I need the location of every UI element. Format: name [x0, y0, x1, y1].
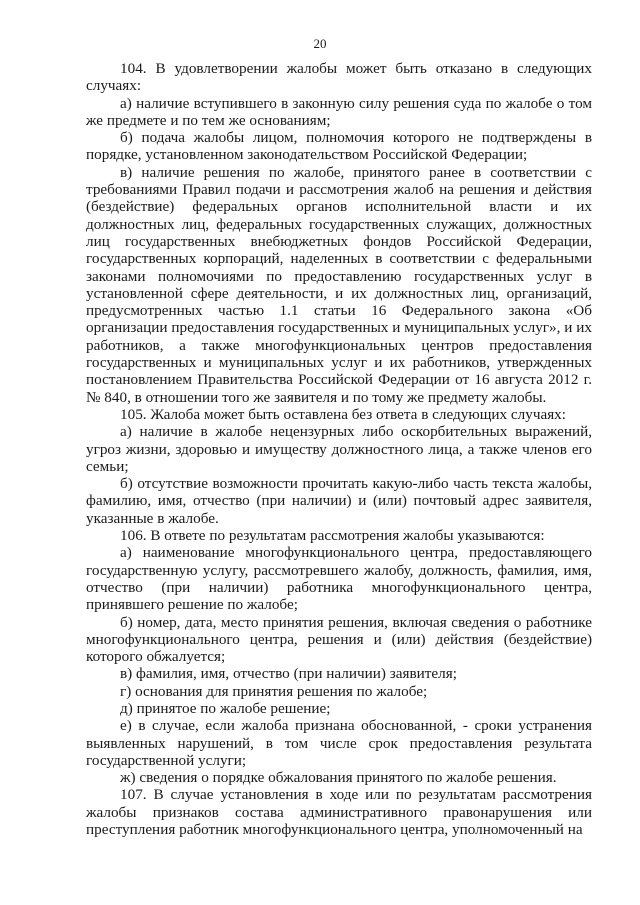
paragraph-105: 105. Жалоба может быть оставлена без ответа в следующих случаях:	[120, 405, 566, 423]
paragraph-104-b: б) подача жалобы лицом, полномочия которого не подтверждены в порядке, установленном законодательством Российской Федерации;	[86, 129, 592, 164]
paragraph-105-a: а) наличие в жалобе нецензурных либо оскорбительных выражений, угроз жизни, здоровью и имуществу должностного лица, а также членов его семьи;	[86, 423, 592, 475]
paragraph-105-b: б) отсутствие возможности прочитать какую-либо часть текста жалобы, фамилию, имя, отчество (при наличии) и (или) почтовый адрес заявителя, указанные в жалобе.	[86, 475, 592, 527]
paragraph-106-b: б) номер, дата, место принятия решения, включая сведения о работнике многофункционального центра, решения и (или) действия (бездействие) которого обжалуется;	[86, 613, 592, 666]
paragraph-107: 107. В случае установления в ходе или по результатам рассмотрения жалобы признаков состава административного правонарушения или преступления работник многофункционального центра, уполномоченный на	[86, 786, 592, 839]
page-number: 20	[313, 36, 327, 51]
paragraph-106: 106. В ответе по результатам рассмотрения жалобы указываются:	[120, 527, 545, 545]
paragraph-106-a: а) наименование многофункционального центра, предоставляющего государственную услугу, рассмотревшего жалобу, должность, фамилия, имя, отчество (при наличии) работника многофункционального центра, принявшего решение по жалобе;	[86, 544, 592, 614]
paragraph-104-v: в) наличие решения по жалобе, принятого ранее в соответствии с требованиями Правил подачи и рассмотрения жалоб на решения и действия (бездействие) федеральных органов исполнительной власти и их должностных лиц, федеральных государственных служащих, должностных лиц государственных внебюджетных фондов Российской Федерации, государственных корпораций, наделенных в соответствии с федеральными законами полномочиями по предоставлению государственных услуг в установленной сфере деятельности, и их должностных лиц, организаций, предусмотренных частью 1.1 статьи 16 Федерального закона «Об организации предоставления государственных и муниципальных услуг», и их работников, а также многофункциональных центров предоставления государственных и муниципальных услуг и их работников, утвержденных постановлением Правительства Российской Федерации от 16 августа 2012 г. № 840, в отношении того же заявителя и по тому же предмету жалобы.	[86, 163, 592, 406]
paragraph-106-g: г) основания для принятия решения по жалобе;	[120, 682, 428, 700]
paragraph-104-a: а) наличие вступившего в законную силу решения суда по жалобе о том же предмете и по тем же основаниям;	[86, 94, 592, 129]
paragraph-106-d: д) принятое по жалобе решение;	[120, 699, 331, 717]
paragraph-104: 104. В удовлетворении жалобы может быть отказано в следующих случаях:	[86, 60, 592, 95]
document-body	[86, 60, 592, 838]
paragraph-106-v: в) фамилия, имя, отчество (при наличии) заявителя;	[120, 665, 457, 683]
paragraph-106-e: е) в случае, если жалоба признана обоснованной, - сроки устранения выявленных нарушений, в том числе срок предоставления результата государственной услуги;	[86, 717, 592, 769]
paragraph-106-zh: ж) сведения о порядке обжалования принятого по жалобе решения.	[120, 769, 557, 787]
